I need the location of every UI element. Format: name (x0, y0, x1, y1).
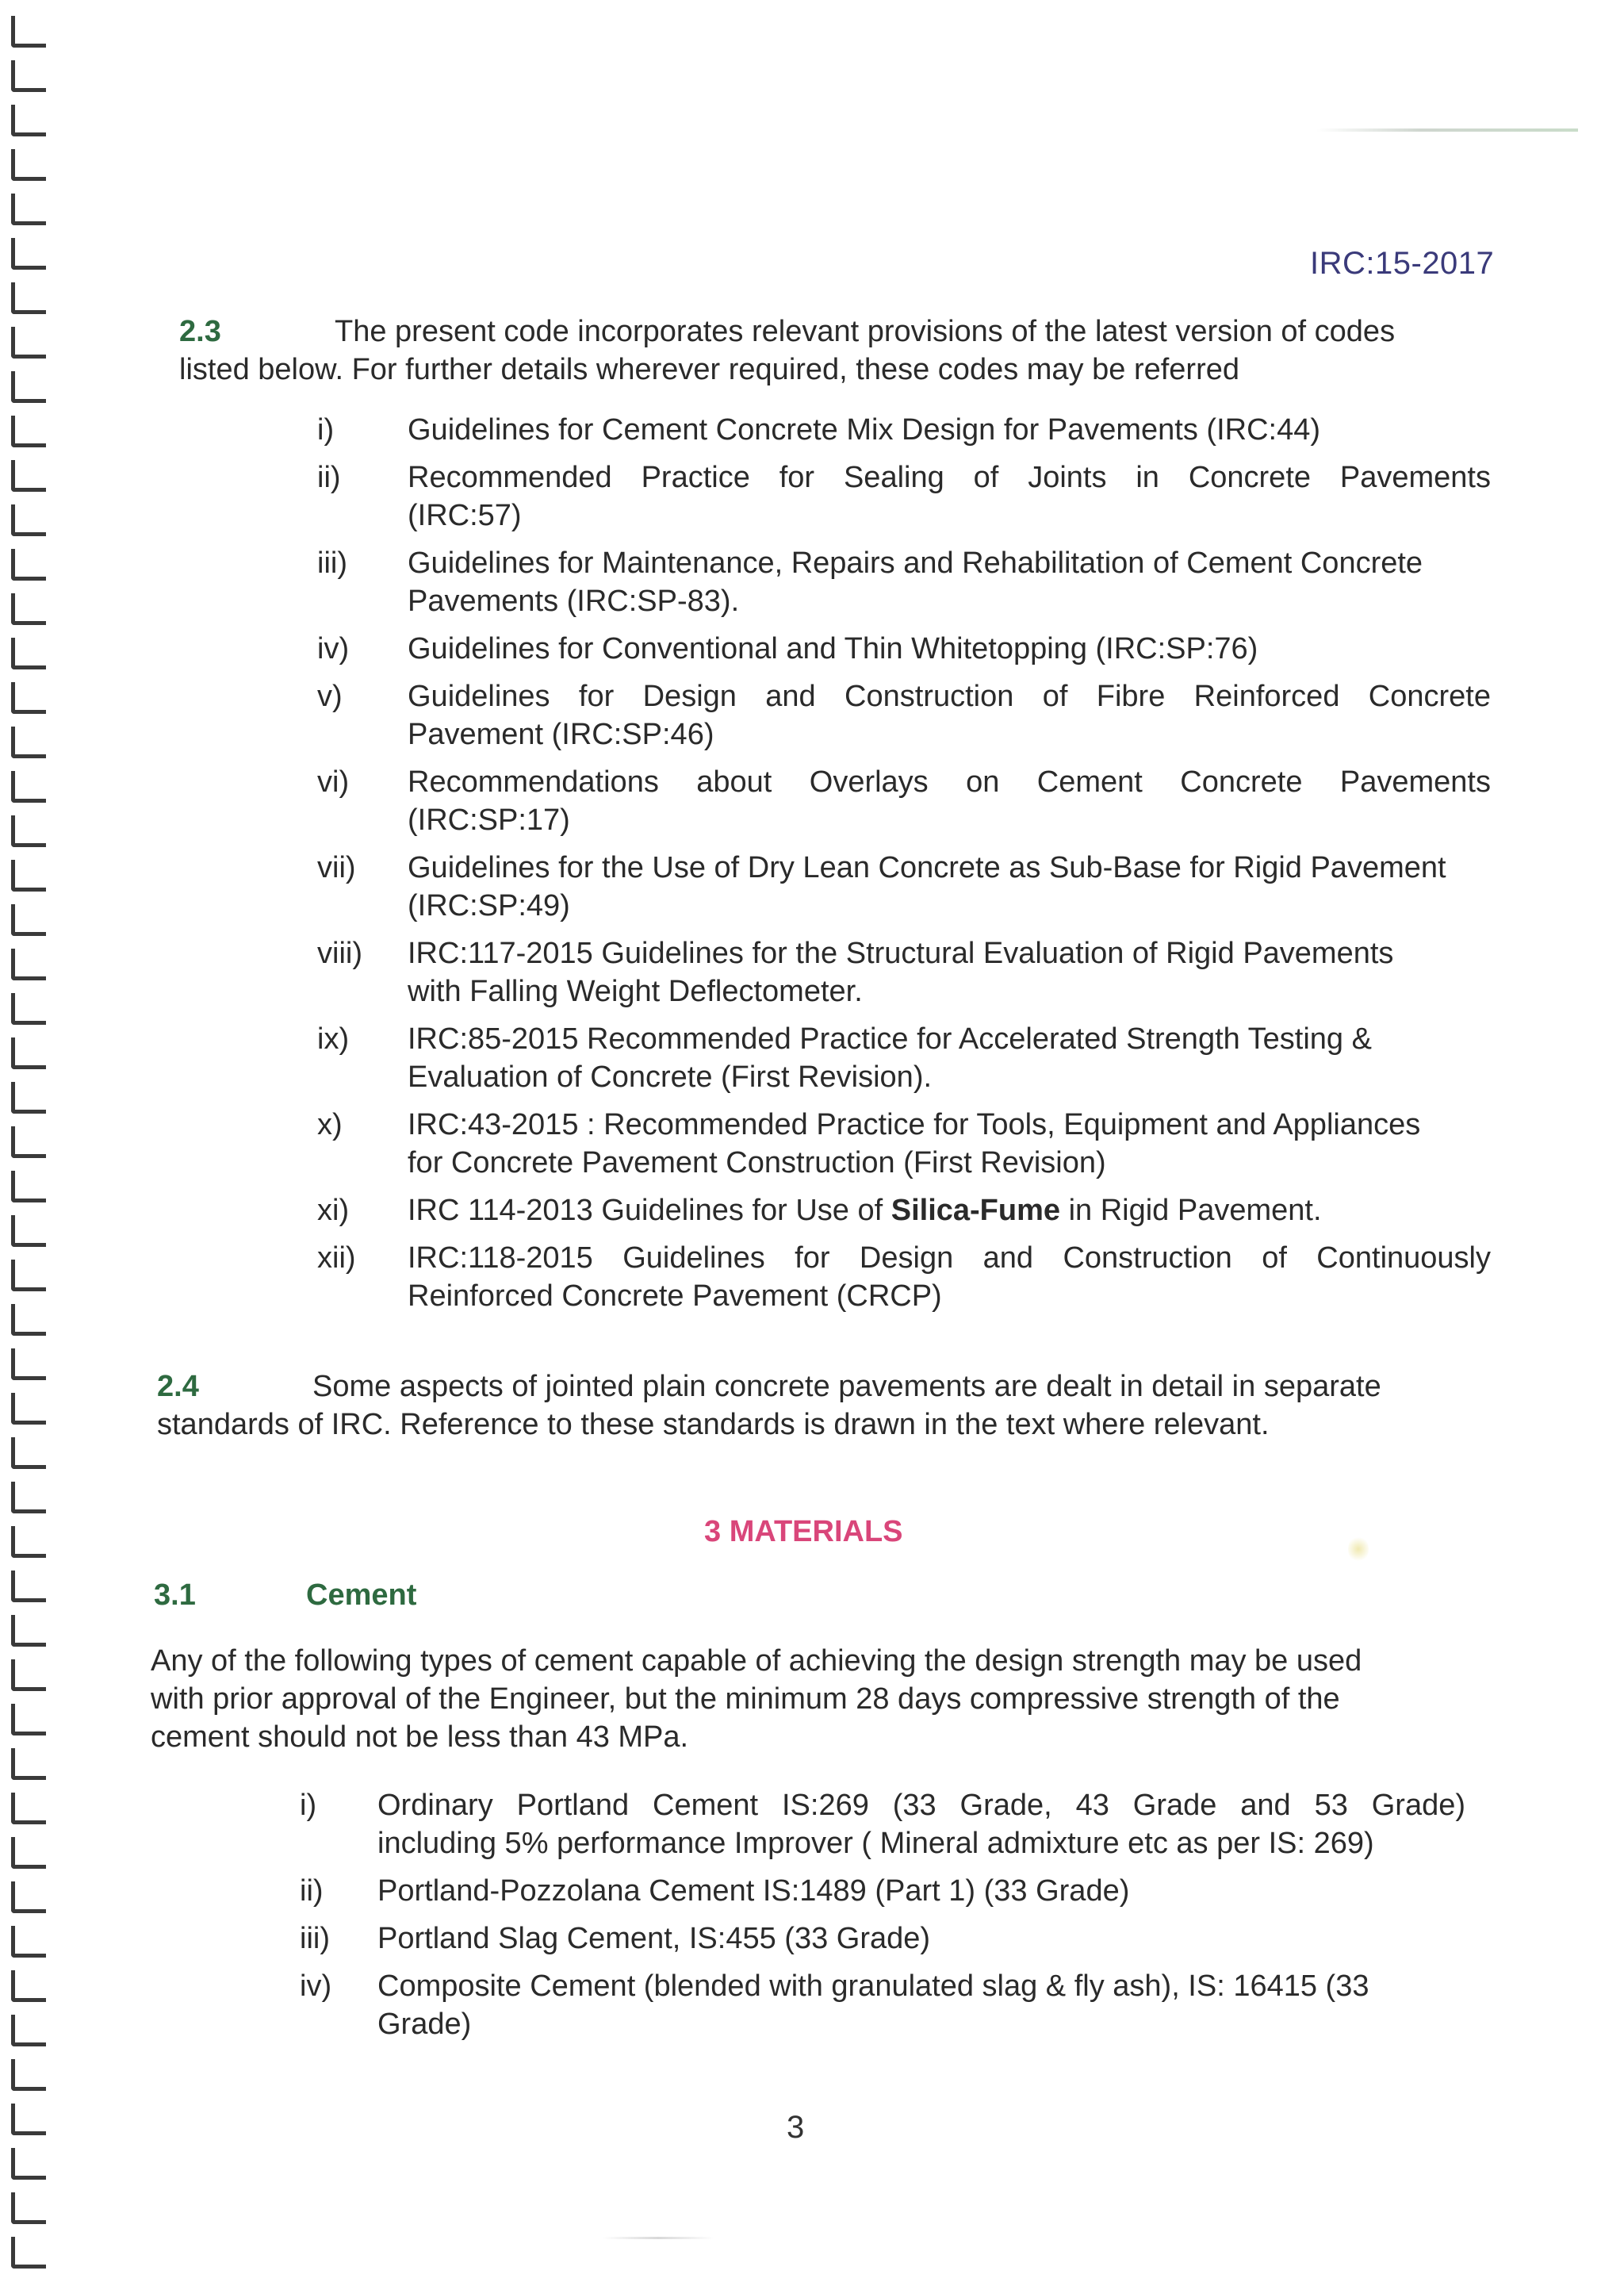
binding-ring (11, 593, 46, 625)
binding-ring (11, 1393, 46, 1425)
binding-ring (11, 504, 46, 536)
paragraph-text: standards of IRC. Reference to these standards is drawn in the text where relevant. (157, 1408, 1270, 1441)
list-item-text: Portland Slag Cement, IS:455 (33 Grade) (377, 1922, 931, 1955)
list-item-text: including 5% performance Improver ( Mineral admixture etc as per IS: 269) (377, 1827, 1374, 1860)
list-item-number: viii) (317, 937, 362, 970)
list-item (317, 1191, 1491, 1229)
list-item-number: ii) (317, 461, 341, 494)
clause-number: 2.4 (157, 1370, 199, 1403)
binding-ring (11, 815, 46, 847)
list-item-number: xii) (317, 1241, 356, 1275)
list-item-text: Recommended Practice for Sealing of Joints in Concrete Pavements (408, 461, 1491, 494)
list-item (300, 1872, 1465, 1910)
list-item-text: Guidelines for Conventional and Thin Whitetopping (IRC:SP:76) (408, 632, 1258, 665)
binding-ring (11, 1126, 46, 1158)
binding-ring (11, 771, 46, 803)
list-item (317, 411, 1491, 449)
binding-ring (11, 1082, 46, 1114)
binding-ring (11, 2148, 46, 2180)
clause-number: 3.1 (154, 1578, 196, 1612)
binding-ring (11, 1926, 46, 1958)
list-item-number: vii) (317, 851, 356, 884)
binding-ring (11, 993, 46, 1025)
list-item-number: ix) (317, 1022, 350, 1056)
list-item (317, 544, 1491, 620)
paragraph-text: with prior approval of the Engineer, but the minimum 28 days compressive strength of the (151, 1682, 1340, 1716)
binding-ring (11, 949, 46, 980)
list-item-text: Ordinary Portland Cement IS:269 (33 Grade, 43 Grade and 53 Grade) (377, 1789, 1465, 1822)
binding-ring (11, 416, 46, 447)
list-item-text: (IRC:SP:17) (408, 803, 570, 837)
list-item-number: vi) (317, 765, 350, 799)
list-item (317, 763, 1491, 839)
binding-ring (11, 1748, 46, 1780)
list-item (317, 677, 1491, 754)
list-item-text: Pavement (IRC:SP:46) (408, 718, 714, 751)
cement-types-list (300, 1786, 1465, 2053)
list-item-text: Guidelines for the Use of Dry Lean Concrete as Sub-Base for Rigid Pavement (408, 851, 1446, 884)
list-item-text: Recommendations about Overlays on Cement Concrete Pavements (408, 765, 1491, 799)
reference-codes-list (317, 411, 1491, 1325)
footer-rule (603, 2237, 714, 2239)
list-item-number: iii) (317, 547, 347, 580)
paragraph-text: Any of the following types of cement capable of achieving the design strength may be used (151, 1644, 1362, 1678)
paragraph-2-3 (179, 313, 1496, 389)
binding-ring (11, 727, 46, 758)
list-item-number: ii) (300, 1874, 324, 1908)
list-item-text: Portland-Pozzolana Cement IS:1489 (Part 1) (33 Grade) (377, 1874, 1130, 1908)
list-item (300, 1786, 1465, 1862)
binding-ring (11, 238, 46, 270)
binding-ring (11, 2015, 46, 2046)
list-item-number: xi) (317, 1194, 350, 1227)
document-code: IRC:15-2017 (1310, 246, 1495, 281)
header-rule (1316, 128, 1578, 132)
list-item (317, 630, 1491, 668)
list-item-text: Pavements (IRC:SP-83). (408, 585, 740, 618)
list-item (317, 1239, 1491, 1315)
binding-ring (11, 2237, 46, 2269)
list-item-text: with Falling Weight Deflectometer. (408, 975, 863, 1008)
list-item (317, 934, 1491, 1011)
list-item-text-part: IRC 114-2013 Guidelines for Use of (408, 1194, 891, 1227)
list-item-text: Guidelines for Maintenance, Repairs and Rehabilitation of Cement Concrete (408, 547, 1423, 580)
list-item (300, 1920, 1465, 1958)
list-item (317, 458, 1491, 535)
binding-ring (11, 1437, 46, 1469)
binding-ring (11, 60, 46, 92)
binding-ring (11, 1793, 46, 1824)
page-smudge (1348, 1536, 1369, 1563)
binding-ring (11, 1881, 46, 1913)
binding-ring (11, 1837, 46, 1869)
binding-ring (11, 1304, 46, 1336)
highlighted-term: Silica-Fume (891, 1194, 1061, 1227)
binding-ring (11, 904, 46, 936)
paragraph-2-4 (157, 1367, 1473, 1444)
binding-ring (11, 1260, 46, 1291)
binding-ring (11, 282, 46, 314)
list-item-text-part: in Rigid Pavement. (1060, 1194, 1322, 1227)
binding-ring (11, 105, 46, 136)
paragraph-text: listed below. For further details wherever required, these codes may be referred (179, 353, 1239, 386)
list-item-text: for Concrete Pavement Construction (First Revision) (408, 1146, 1106, 1179)
binding-ring (11, 2104, 46, 2135)
list-item-text: Guidelines for Design and Construction of Fibre Reinforced Concrete (408, 680, 1491, 713)
list-item-text: IRC:118-2015 Guidelines for Design and Construction of Continuously (408, 1241, 1491, 1275)
subsection-title: Cement (306, 1578, 417, 1612)
list-item-number: i) (317, 413, 335, 447)
list-item (317, 1106, 1491, 1182)
list-item-text (408, 1191, 1491, 1229)
binding-ring (11, 1037, 46, 1069)
binding-ring (11, 2192, 46, 2224)
binding-ring (11, 1526, 46, 1558)
binding-ring (11, 1659, 46, 1691)
list-item (300, 1967, 1465, 2043)
list-item-text: IRC:85-2015 Recommended Practice for Accelerated Strength Testing & (408, 1022, 1372, 1056)
binding-ring (11, 638, 46, 669)
binding-ring (11, 1171, 46, 1202)
binding-ring (11, 682, 46, 714)
binding-ring (11, 327, 46, 359)
binding-ring (11, 1215, 46, 1247)
binding-ring (11, 371, 46, 403)
list-item-text: (IRC:57) (408, 499, 522, 532)
binding-ring (11, 194, 46, 225)
binding-ring (11, 1482, 46, 1513)
list-item-text: Guidelines for Cement Concrete Mix Design for Pavements (IRC:44) (408, 413, 1321, 447)
list-item (317, 1020, 1491, 1096)
paragraph-text: The present code incorporates relevant provisions of the latest version of codes (335, 315, 1396, 348)
binding-ring (11, 460, 46, 492)
spiral-binding (0, 0, 62, 2282)
binding-ring (11, 549, 46, 581)
binding-ring (11, 860, 46, 892)
list-item-number: i) (300, 1789, 317, 1822)
binding-ring (11, 16, 46, 48)
binding-ring (11, 1615, 46, 1647)
list-item-number: iv) (300, 1969, 332, 2003)
binding-ring (11, 149, 46, 181)
binding-ring (11, 1348, 46, 1380)
page-number: 3 (787, 2110, 805, 2145)
list-item-number: v) (317, 680, 343, 713)
list-item-text: Reinforced Concrete Pavement (CRCP) (408, 1279, 942, 1313)
list-item-text: Evaluation of Concrete (First Revision). (408, 1060, 933, 1094)
binding-ring (11, 1970, 46, 2002)
list-item-text: IRC:117-2015 Guidelines for the Structural Evaluation of Rigid Pavements (408, 937, 1394, 970)
list-item-number: iv) (317, 632, 350, 665)
list-item-number: x) (317, 1108, 343, 1141)
list-item-text: Grade) (377, 2008, 472, 2041)
paragraph-3-1 (151, 1642, 1467, 1756)
paragraph-text: cement should not be less than 43 MPa. (151, 1720, 689, 1754)
list-item-number: iii) (300, 1922, 330, 1955)
paragraph-text: Some aspects of jointed plain concrete pavements are dealt in detail in separate (312, 1370, 1381, 1403)
binding-ring (11, 1571, 46, 1602)
list-item-text: (IRC:SP:49) (408, 889, 570, 922)
clause-number: 2.3 (179, 315, 221, 348)
list-item (317, 849, 1491, 925)
list-item-text: Composite Cement (blended with granulated slag & fly ash), IS: 16415 (33 (377, 1969, 1369, 2003)
section-heading: 3 MATERIALS (704, 1515, 903, 1548)
binding-ring (11, 1704, 46, 1735)
list-item-text: IRC:43-2015 : Recommended Practice for Tools, Equipment and Appliances (408, 1108, 1421, 1141)
binding-ring (11, 2059, 46, 2091)
